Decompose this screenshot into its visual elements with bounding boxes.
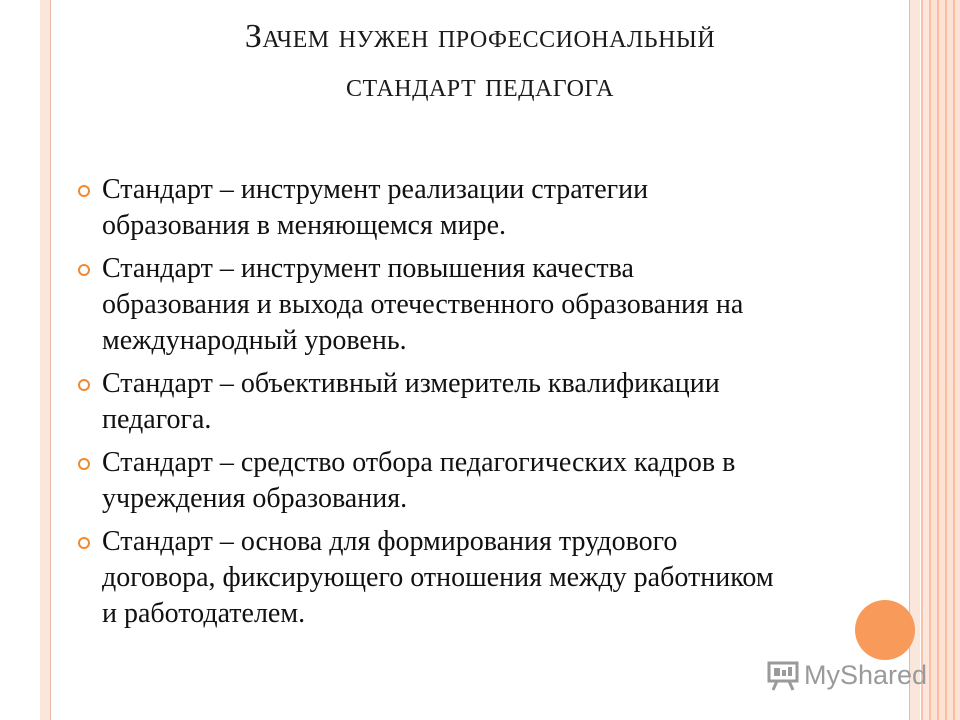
bullet-text-line: образования и выхода отечественного образования на: [102, 289, 744, 320]
bullet-item: [76, 445, 876, 517]
bullet-text-line: Стандарт – инструмент повышения качества: [102, 253, 634, 284]
bullet-list: [76, 172, 876, 639]
bullet-text-line: педагога.: [102, 404, 212, 435]
bullet-text-line: учреждения образования.: [102, 483, 408, 514]
bullet-ring-icon: [78, 264, 90, 276]
bullet-item: [76, 251, 876, 359]
bullet-text-line: договора, фиксирующего отношения между работником: [102, 562, 774, 593]
slide-title-line-1: Зачем нужен профессиональный: [244, 18, 716, 55]
bullet-ring-icon: [78, 185, 90, 197]
slide-title: [60, 12, 900, 111]
decorative-orange-circle: [855, 600, 915, 660]
slide-title-line-2: стандарт педагога: [345, 67, 615, 105]
bullet-ring-icon: [78, 537, 90, 549]
watermark-text: MyShared: [804, 659, 928, 690]
bullet-text-line: Стандарт – объективный измеритель квалификации: [102, 368, 720, 399]
bullet-text-line: Стандарт – инструмент реализации стратегии: [102, 174, 649, 205]
bullet-ring-icon: [78, 458, 90, 470]
bullet-text-line: образования в меняющемся мире.: [102, 210, 506, 241]
bullet-text-line: Стандарт – средство отбора педагогических кадров в: [102, 447, 736, 478]
bullet-item: [76, 524, 876, 632]
myshared-watermark: [766, 657, 927, 693]
bullet-item: [76, 172, 876, 244]
bullet-item: [76, 366, 876, 438]
decorative-right-stripes: [921, 0, 960, 720]
bullet-text-line: Стандарт – основа для формирования трудового: [102, 526, 678, 557]
presentation-board-icon: [766, 658, 800, 692]
bullet-text-line: международный уровень.: [102, 325, 407, 356]
bullet-text-line: и работодателем.: [102, 598, 306, 629]
bullet-ring-icon: [78, 379, 90, 391]
